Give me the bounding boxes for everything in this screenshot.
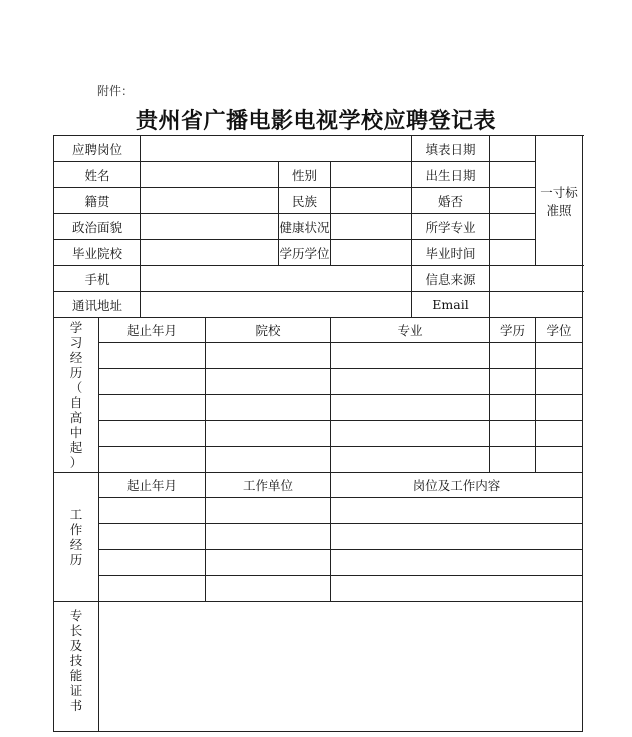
section-char: 专	[69, 608, 83, 623]
political-label: 政治面貌	[54, 214, 141, 240]
education-cell[interactable]	[536, 395, 583, 421]
education-cell[interactable]	[206, 369, 331, 395]
education-cell[interactable]	[99, 369, 206, 395]
education-header-major: 专业	[331, 318, 490, 343]
education-header-school: 院校	[206, 318, 331, 343]
section-char: 自	[69, 395, 83, 410]
skills-section-text	[54, 608, 98, 713]
birth-date-field[interactable]	[490, 162, 536, 188]
health-label: 健康状况	[279, 214, 331, 240]
section-char: 经	[69, 537, 83, 552]
education-header-education: 学历	[490, 318, 536, 343]
education-row	[54, 447, 583, 473]
education-cell[interactable]	[536, 343, 583, 369]
address-field[interactable]	[141, 292, 412, 318]
work-header-duties: 岗位及工作内容	[331, 473, 583, 498]
education-cell[interactable]	[490, 395, 536, 421]
name-label: 姓名	[54, 162, 141, 188]
education-row	[54, 395, 583, 421]
work-cell[interactable]	[206, 498, 331, 524]
section-char: 及	[69, 638, 83, 653]
work-cell[interactable]	[99, 498, 206, 524]
name-field[interactable]	[141, 162, 279, 188]
education-header-degree: 学位	[536, 318, 583, 343]
native-place-field[interactable]	[141, 188, 279, 214]
education-cell[interactable]	[331, 395, 490, 421]
education-cell[interactable]	[490, 369, 536, 395]
email-label: Email	[412, 292, 490, 318]
position-field[interactable]	[141, 136, 412, 162]
skills-section-label	[54, 602, 99, 732]
education-cell[interactable]	[331, 421, 490, 447]
section-char: ）	[69, 455, 83, 470]
education-cell[interactable]	[206, 447, 331, 473]
graduate-school-field[interactable]	[141, 240, 279, 266]
education-section-text	[54, 320, 98, 470]
major-studied-field[interactable]	[490, 214, 536, 240]
section-char: 证	[69, 683, 83, 698]
degree-field[interactable]	[331, 240, 412, 266]
education-cell[interactable]	[206, 421, 331, 447]
education-cell[interactable]	[490, 447, 536, 473]
section-char: 历	[69, 552, 83, 567]
work-header-period: 起止年月	[99, 473, 206, 498]
education-cell[interactable]	[331, 369, 490, 395]
work-row	[54, 498, 583, 524]
fill-date-label: 填表日期	[412, 136, 490, 162]
work-cell[interactable]	[331, 576, 583, 602]
section-char: 能	[69, 668, 83, 683]
section-char: 历	[69, 365, 83, 380]
section-char: 学	[69, 320, 83, 335]
ethnicity-field[interactable]	[331, 188, 412, 214]
work-cell[interactable]	[206, 524, 331, 550]
gender-field[interactable]	[331, 162, 412, 188]
work-cell[interactable]	[331, 498, 583, 524]
graduate-school-label: 毕业院校	[54, 240, 141, 266]
photo-label: 一寸标准照	[540, 184, 578, 218]
application-form-table	[53, 135, 583, 732]
section-char: 习	[69, 335, 83, 350]
education-row	[54, 369, 583, 395]
work-cell[interactable]	[99, 550, 206, 576]
info-source-label: 信息来源	[412, 266, 490, 292]
work-cell[interactable]	[331, 550, 583, 576]
birth-date-label: 出生日期	[412, 162, 490, 188]
info-source-field[interactable]	[490, 266, 583, 292]
work-cell[interactable]	[331, 524, 583, 550]
marital-field[interactable]	[490, 188, 536, 214]
education-cell[interactable]	[331, 343, 490, 369]
education-cell[interactable]	[206, 343, 331, 369]
email-field[interactable]	[490, 292, 583, 318]
section-char: 起	[69, 440, 83, 455]
education-cell[interactable]	[99, 447, 206, 473]
education-cell[interactable]	[490, 421, 536, 447]
education-cell[interactable]	[99, 421, 206, 447]
education-cell[interactable]	[206, 395, 331, 421]
education-cell[interactable]	[99, 343, 206, 369]
section-char: 中	[69, 425, 83, 440]
education-cell[interactable]	[490, 343, 536, 369]
position-label: 应聘岗位	[54, 136, 141, 162]
work-cell[interactable]	[206, 550, 331, 576]
work-cell[interactable]	[99, 524, 206, 550]
work-row	[54, 550, 583, 576]
education-row	[54, 421, 583, 447]
work-section-label	[54, 473, 99, 602]
native-place-label: 籍贯	[54, 188, 141, 214]
graduate-time-field[interactable]	[490, 240, 536, 266]
phone-label: 手机	[54, 266, 141, 292]
section-char: 经	[69, 350, 83, 365]
work-section-text	[54, 507, 98, 567]
education-cell[interactable]	[536, 447, 583, 473]
page-title: 贵州省广播电影电视学校应聘登记表	[135, 108, 496, 134]
section-char: 技	[69, 653, 83, 668]
section-char: 书	[69, 698, 83, 713]
section-char: 高	[69, 410, 83, 425]
section-char: 作	[69, 522, 83, 537]
education-header-period: 起止年月	[99, 318, 206, 343]
work-cell[interactable]	[99, 576, 206, 602]
section-char: 长	[69, 623, 83, 638]
education-cell[interactable]	[536, 421, 583, 447]
political-field[interactable]	[141, 214, 279, 240]
attachment-label: 附件：	[97, 84, 134, 98]
graduate-time-label: 毕业时间	[412, 240, 490, 266]
gender-label: 性别	[279, 162, 331, 188]
phone-field[interactable]	[141, 266, 412, 292]
education-row	[54, 343, 583, 369]
education-cell[interactable]	[536, 369, 583, 395]
major-studied-label: 所学专业	[412, 214, 490, 240]
degree-label: 学历学位	[279, 240, 331, 266]
section-char: （	[69, 380, 83, 395]
ethnicity-label: 民族	[279, 188, 331, 214]
skills-field[interactable]	[99, 602, 583, 732]
education-cell[interactable]	[99, 395, 206, 421]
work-cell[interactable]	[206, 576, 331, 602]
work-row	[54, 576, 583, 602]
work-header-employer: 工作单位	[206, 473, 331, 498]
education-section-label	[54, 318, 99, 473]
fill-date-field[interactable]	[490, 136, 536, 162]
photo-box[interactable]	[536, 136, 583, 266]
health-field[interactable]	[331, 214, 412, 240]
marital-label: 婚否	[412, 188, 490, 214]
education-cell[interactable]	[331, 447, 490, 473]
work-row	[54, 524, 583, 550]
address-label: 通讯地址	[54, 292, 141, 318]
section-char: 工	[69, 507, 83, 522]
